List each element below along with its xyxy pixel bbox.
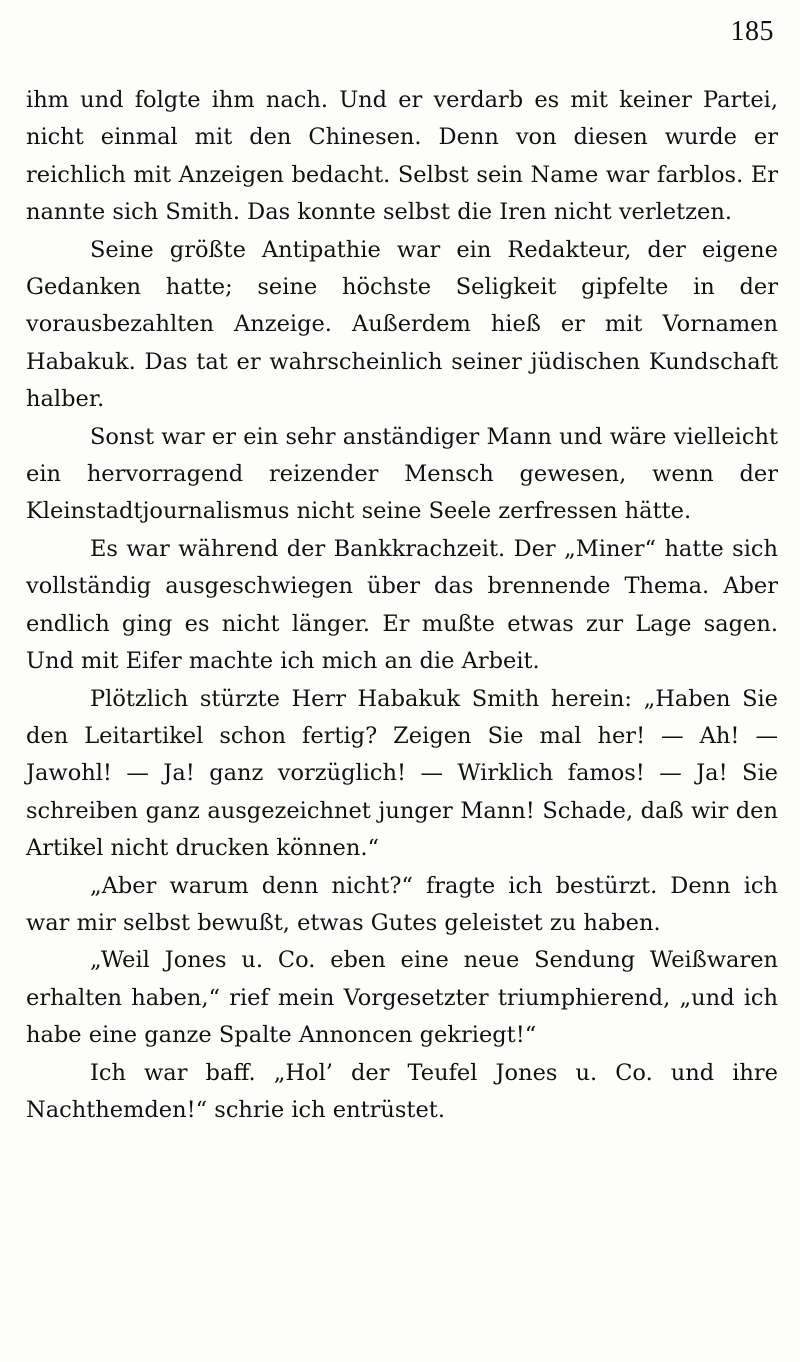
paragraph-4: Es war während der Bankkrachzeit. Der „Miner“ hatte sich vollständig ausgeschwiegen über das brennende Thema. Aber endlich ging es nicht länger. Er mußte etwas zur Lage sagen. Und mit Eifer machte ich mich an die Arbeit. (26, 535, 778, 675)
paragraph-8: Ich war baff. „Hol’ der Teufel Jones u. Co. und ihre Nachthemden!“ schrie ich entrüstet. (26, 1059, 778, 1123)
paragraph-7: „Weil Jones u. Co. eben eine neue Sendung Weißwaren erhalten haben,“ rief mein Vorgesetzter triumphierend, „und ich habe eine ganze Spalte Annoncen gekriegt!“ (26, 947, 778, 1049)
page-number: 185 (730, 16, 774, 47)
body-text (26, 82, 778, 1129)
paragraph-6: „Aber warum denn nicht?“ fragte ich bestürzt. Denn ich war mir selbst bewußt, etwas Gutes geleistet zu haben. (26, 872, 778, 936)
paragraph-2: Seine größte Antipathie war ein Redakteur, der eigene Gedanken hatte; seine höchste Seligkeit gipfelte in der vorausbezahlten Anzeige. Außerdem hieß er mit Vornamen Habakuk. Das tat er wahrscheinlich seiner jüdischen Kundschaft halber. (26, 236, 778, 413)
paragraph-3: Sonst war er ein sehr anständiger Mann und wäre vielleicht ein hervorragend reizender Mensch gewesen, wenn der Kleinstadtjournalismus nicht seine Seele zerfressen hätte. (26, 423, 778, 525)
paragraph-1: ihm und folgte ihm nach. Und er verdarb es mit keiner Partei, nicht einmal mit den Chinesen. Denn von diesen wurde er reichlich mit Anzeigen bedacht. Selbst sein Name war farblos. Er nannte sich Smith. Das konnte selbst die Iren nicht verletzen. (26, 87, 778, 226)
paragraph-5: Plötzlich stürzte Herr Habakuk Smith herein: „Haben Sie den Leitartikel schon fertig? Zeigen Sie mal her! — Ah! — Jawohl! — Ja! ganz vorzüglich! — Wirklich famos! — Ja! Sie schreiben ganz ausgezeichnet junger Mann! Schade, daß wir den Artikel nicht drucken können.“ (26, 685, 778, 862)
